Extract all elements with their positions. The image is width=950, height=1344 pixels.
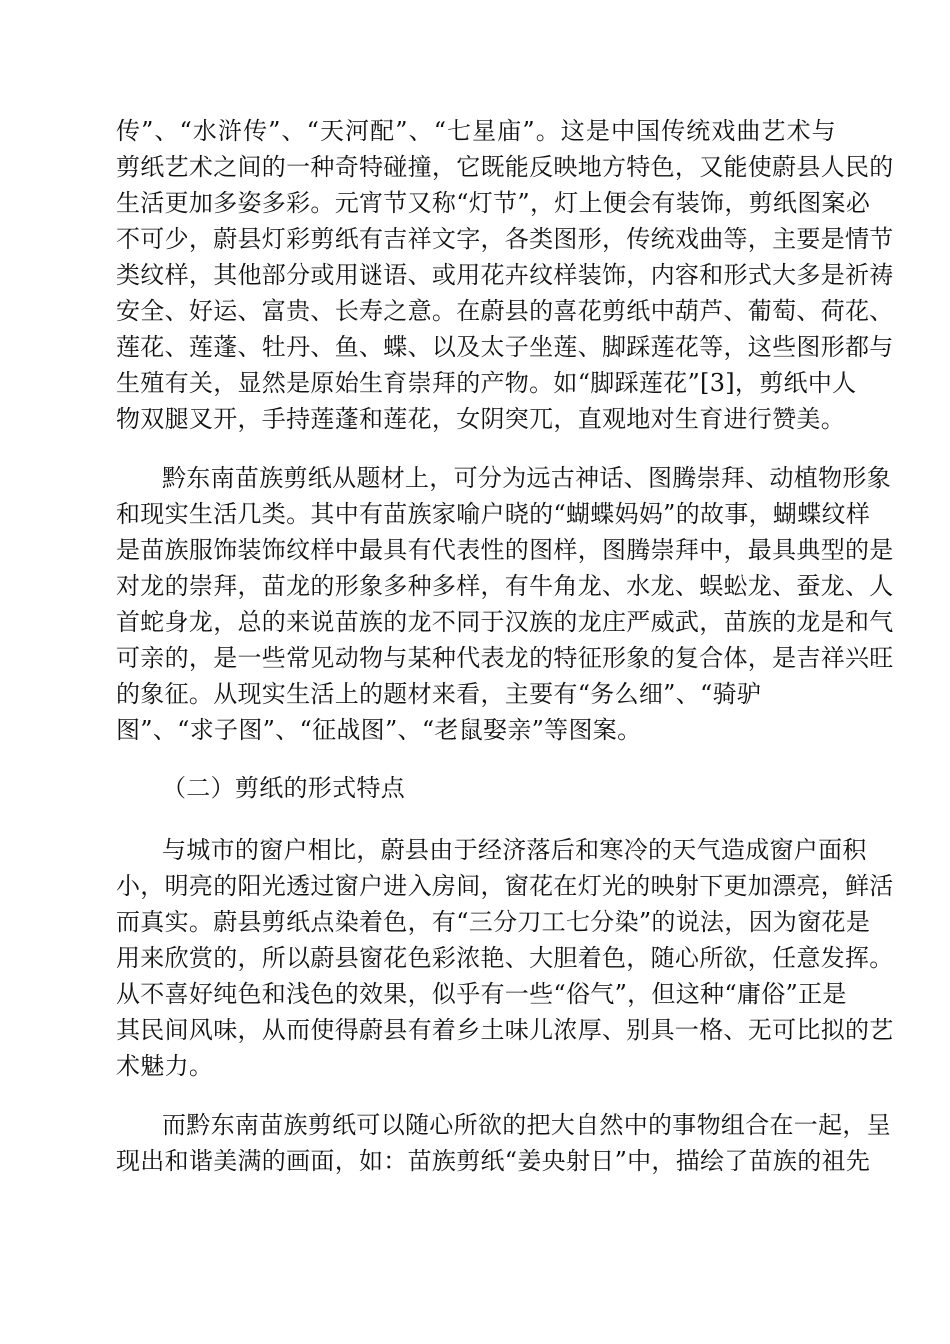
text-line: 物双腿叉开，手持莲蓬和莲花，女阴突兀，直观地对生育进行赞美。 [116, 405, 845, 433]
text-line: 莲花、莲蓬、牡丹、鱼、蝶、以及太子坐莲、脚踩莲花等，这些图形都与 [116, 333, 894, 361]
text-line: 图”、“求子图”、“征战图”、“老鼠娶亲”等图案。 [116, 716, 642, 744]
text-line: 是苗族服饰装饰纹样中最具有代表性的图样，图腾崇拜中，最具典型的是 [116, 536, 894, 564]
text-line: 剪纸艺术之间的一种奇特碰撞，它既能反映地方特色，又能使蔚县人民的 [116, 153, 894, 181]
text-line: 类纹样，其他部分或用谜语、或用花卉纹样装饰，内容和形式大多是祈祷 [116, 261, 894, 289]
text-line: 可亲的，是一些常见动物与某种代表龙的特征形象的复合体，是吉祥兴旺 [116, 644, 894, 672]
text-line: 安全、好运、富贵、长寿之意。在蔚县的喜花剪纸中葫芦、葡萄、荷花、 [116, 297, 894, 325]
text-line: 的象征。从现实生活上的题材来看，主要有“务么细”、“骑驴 [116, 680, 762, 708]
text-line: 和现实生活几类。其中有苗族家喻户晓的“蝴蝶妈妈”的故事，蝴蝶纹样 [116, 500, 871, 528]
text-line: 对龙的崇拜，苗龙的形象多种多样，有牛角龙、水龙、蜈蚣龙、蚕龙、人 [116, 572, 894, 600]
text-line: 与城市的窗户相比，蔚县由于经济落后和寒冷的天气造成窗户面积 [162, 836, 867, 864]
text-line: 生殖有关，显然是原始生育崇拜的产物。如“脚踩莲花”[3]，剪纸中人 [116, 369, 857, 397]
text-line: 传”、“水浒传”、“天河配”、“七星庙”。这是中国传统戏曲艺术与 [116, 117, 836, 145]
text-line: 术魅力。 [116, 1052, 214, 1080]
text-line: 而黔东南苗族剪纸可以随心所欲的把大自然中的事物组合在一起，呈 [162, 1111, 891, 1139]
text-line: 从不喜好纯色和浅色的效果，似乎有一些“俗气”，但这种“庸俗”正是 [116, 980, 847, 1008]
text-line: 而真实。蔚县剪纸点染着色，有“三分刀工七分染”的说法，因为窗花是 [116, 908, 871, 936]
text-line: 首蛇身龙，总的来说苗族的龙不同于汉族的龙庄严威武，苗族的龙是和气 [116, 608, 894, 636]
text-line: 不可少，蔚县灯彩剪纸有吉祥文字，各类图形，传统戏曲等，主要是情节 [116, 225, 894, 253]
text-line: 用来欣赏的，所以蔚县窗花色彩浓艳、大胆着色，随心所欲，任意发挥。 [116, 944, 894, 972]
text-line: 其民间风味，从而使得蔚县有着乡土味儿浓厚、别具一格、无可比拟的艺 [116, 1016, 894, 1044]
text-line: 生活更加多姿多彩。元宵节又称“灯节”，灯上便会有装饰，剪纸图案必 [116, 189, 871, 217]
text-line: 小，明亮的阳光透过窗户进入房间，窗花在灯光的映射下更加漂亮，鲜活 [116, 872, 894, 900]
text-line: 黔东南苗族剪纸从题材上，可分为远古神话、图腾崇拜、动植物形象 [162, 464, 891, 492]
text-line: 现出和谐美满的画面，如：苗族剪纸“姜央射日”中，描绘了苗族的祖先 [116, 1147, 871, 1175]
section-heading: （二）剪纸的形式特点 [162, 774, 405, 802]
